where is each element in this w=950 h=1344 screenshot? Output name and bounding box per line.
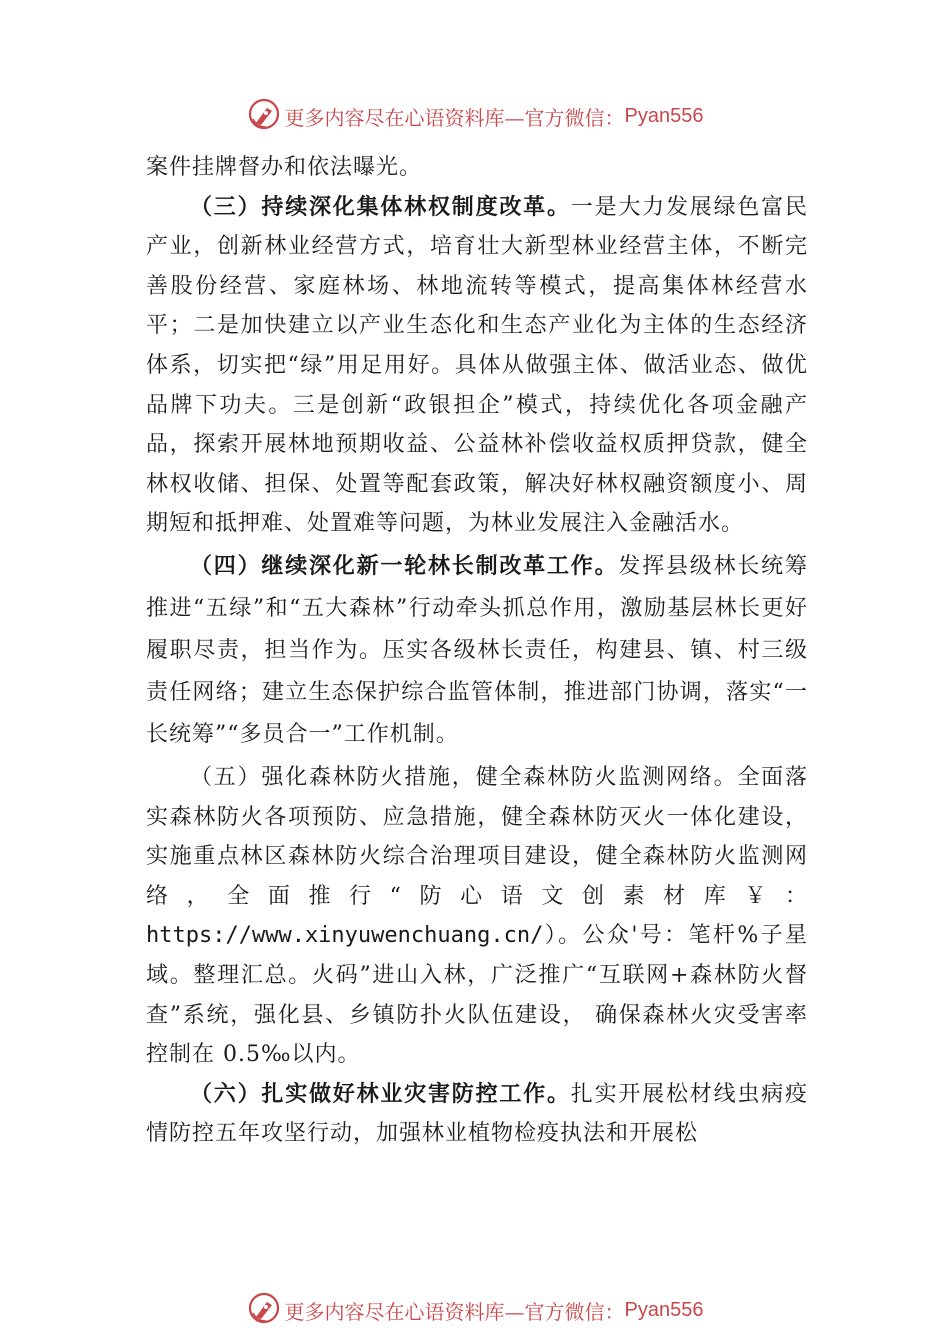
- section-heading: （六）扎实做好林业灾害防控工作。: [190, 1080, 571, 1107]
- paragraph-forest-chief-reform: （四）继续深化新一轮林长制改革工作。发挥县级林长统筹推进“五绿”和“五大森林”行动牵头抓总作用，激励基层林长更好履职尽责，担当作为。压实各级林长责任，构建县、镇、村三级责任网络；建立生态保护综合监管体制，推进部门协调，落实“一长统筹”“多员合一”工作机制。: [146, 552, 808, 747]
- header-banner-text: 更多内容尽在心语资料库—官方微信：: [284, 105, 625, 130]
- header-wechat-id: Pyan556: [624, 104, 704, 127]
- watermark-url: https://www.xinyuwenchuang.cn/: [146, 923, 544, 949]
- pen-nib-icon: [247, 1291, 285, 1330]
- pen-nib-icon: [247, 97, 285, 136]
- section-heading: （四）继续深化新一轮林长制改革工作。: [190, 552, 619, 579]
- header-banner: [0, 96, 950, 136]
- footer-banner-text: 更多内容尽在心语资料库—官方微信：: [284, 1299, 625, 1324]
- document-body: [146, 148, 808, 1154]
- section-heading: （三）持续深化集体林权制度改革。: [190, 193, 571, 220]
- paragraph-forest-rights-reform: （三）持续深化集体林权制度改革。一是大力发展绿色富民产业，创新林业经营方式，培育壮大新型林业经营主体，不断完善股份经营、家庭林场、林地流转等模式，提高集体林经营水平；二是加快建立以产业生态化和生态产业化为主体的生态经济体系，切实把“绿”用足用好。具体从做强主体、做活业态、做优品牌下功夫。三是创新“政银担企”模式，持续优化各项金融产品，探索开展林地预期收益、公益林补偿收益权质押贷款，健全林权收储、担保、处置等配套政策，解决好林权融资额度小、周期短和抵押难、处置难等问题，为林业发展注入金融活水。: [146, 193, 808, 537]
- footer-wechat-id: Pyan556: [624, 1298, 704, 1321]
- paragraph-fire-prevention: （五）强化森林防火措施，健全森林防火监测网络。全面落实森林防火各项预防、应急措施，健全森林防灭火一体化建设，实施重点林区森林防火综合治理项目建设，健全森林防火监测网络，全面推行“防心语文创素材库￥：https://www.xinyuwenchuang.cn/）。公众'号：笔杆%子星域。整理汇总。火码”进山入林，广泛推广“互联网+森林防火督查”系统，强化县、乡镇防扑火队伍建设， 确保森林火灾受害率控制在 0.5‰以内。: [146, 764, 808, 1068]
- paragraph-disaster-control: （六）扎实做好林业灾害防控工作。扎实开展松材线虫病疫情防控五年攻坚行动，加强林业植物检疫执法和开展松: [146, 1080, 808, 1147]
- footer-banner: [0, 1290, 950, 1330]
- paragraph-continuation: 案件挂牌督办和依法曝光。: [146, 155, 423, 180]
